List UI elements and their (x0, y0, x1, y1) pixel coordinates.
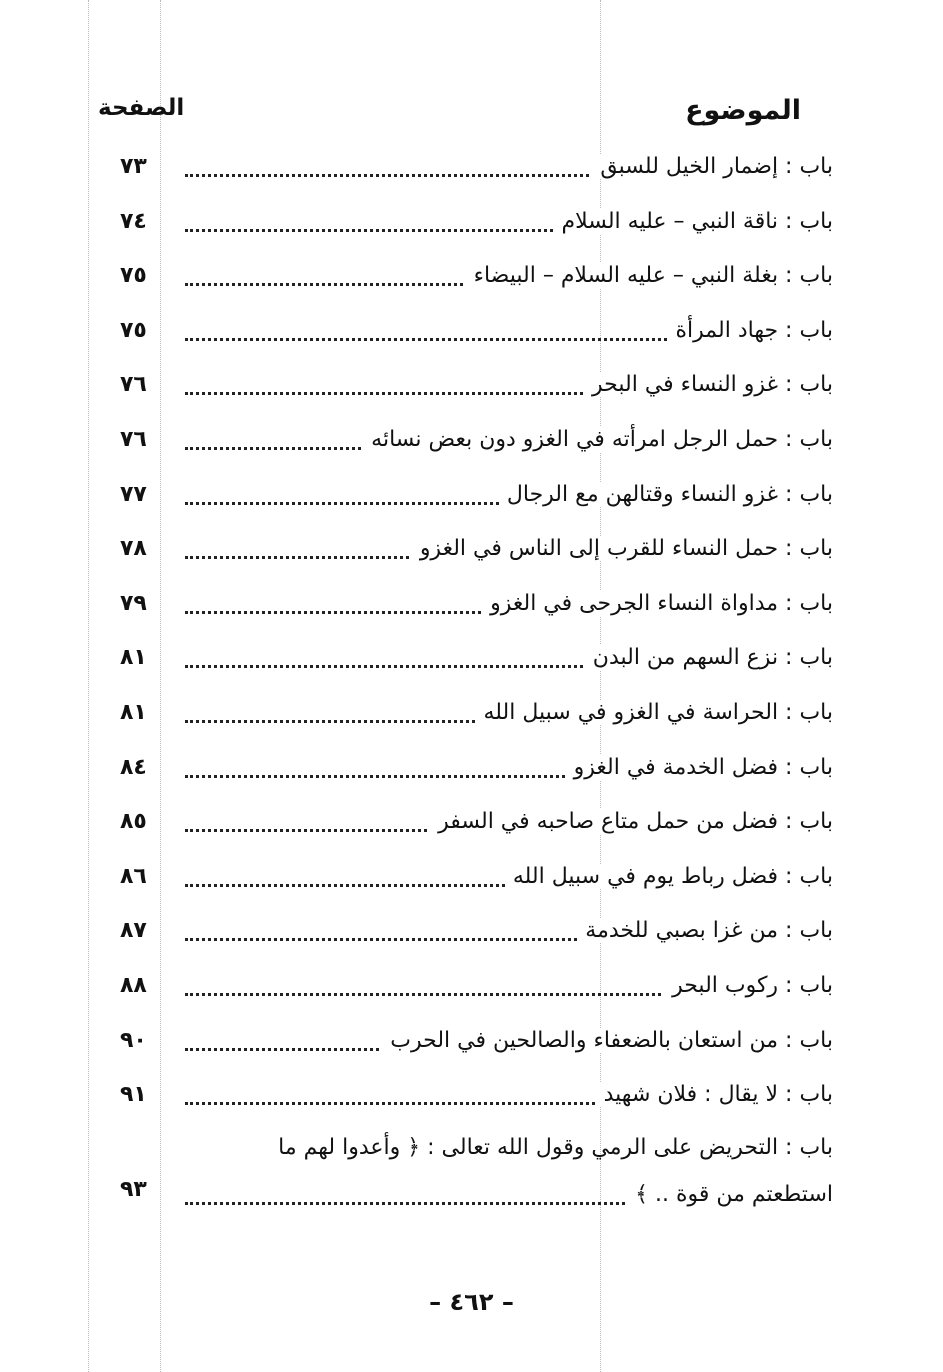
entry-page: ٧٥ (120, 317, 147, 343)
toc-entry (0, 690, 943, 745)
entry-title: باب : مداواة النساء الجرحى في الغزو (482, 591, 833, 616)
entry-title: باب : فضل من حمل متاع صاحبه في السفر (430, 809, 833, 834)
entry-title: باب : الحراسة في الغزو في سبيل الله (475, 700, 833, 725)
entry-page: ٧٣ (120, 154, 147, 179)
toc-entry (0, 581, 943, 636)
entry-title: باب : من استعان بالضعفاء والصالحين في الحرب (382, 1028, 833, 1053)
entry-page: ٧٦ (120, 372, 147, 398)
toc-entries (0, 144, 943, 1237)
toc-entry (0, 745, 943, 800)
entry-page: ٩٠ (120, 1027, 147, 1053)
toc-entry (0, 472, 943, 527)
entry-page: ٧٩ (120, 590, 147, 616)
entry-title: باب : من غزا بصبي للخدمة (577, 918, 833, 943)
entry-title: باب : فضل رباط يوم في سبيل الله (505, 864, 833, 889)
toc-entry (0, 908, 943, 963)
entry-page: ٨١ (120, 699, 147, 725)
entry-title: باب : جهاد المرأة (668, 318, 833, 343)
toc-entry (0, 635, 943, 690)
entry-title: باب : لا يقال : فلان شهيد (596, 1082, 833, 1107)
entry-page: ٨٦ (120, 863, 147, 889)
entry-page: ٧٨ (120, 536, 147, 562)
entry-page: ٧٧ (120, 481, 147, 507)
toc-entry (0, 963, 943, 1018)
entry-page: ٧٦ (120, 426, 147, 452)
entry-title: باب : حمل الرجل امرأته في الغزو دون بعض نسائه (363, 427, 833, 452)
toc-entry (0, 799, 943, 854)
toc-entry (0, 253, 943, 308)
page-number: – ٤٦٢ – (429, 1288, 514, 1316)
entry-page: ٨٤ (120, 754, 147, 780)
toc-entry (0, 308, 943, 363)
entry-title: باب : إضمار الخيل للسبق (592, 154, 833, 179)
entry-page: ٩٣ (120, 1176, 147, 1202)
entry-title: باب : بغلة النبي – عليه السلام – البيضاء (466, 263, 833, 288)
toc-entry (0, 417, 943, 472)
entry-title: باب : فضل الخدمة في الغزو (566, 755, 833, 780)
entry-page: ٩١ (120, 1082, 147, 1108)
page-column-heading: الصفحة (98, 95, 185, 121)
toc-entry (0, 526, 943, 581)
entry-page: ٨١ (120, 645, 147, 671)
entry-title: باب : حمل النساء للقرب إلى الناس في الغزو (412, 536, 833, 561)
entry-title-line2: استطعتم من قوة .. ﴾ (627, 1182, 833, 1207)
entry-page: ٧٥ (120, 263, 147, 289)
toc-entry (0, 1072, 943, 1127)
entry-page: ٨٨ (120, 972, 147, 998)
toc-entry (0, 199, 943, 254)
entry-title: باب : ناقة النبي – عليه السلام (553, 209, 833, 234)
entry-page: ٧٤ (120, 208, 147, 234)
toc-entry (0, 1018, 943, 1073)
entry-title: باب : ركوب البحر (664, 973, 833, 998)
toc-entry (0, 362, 943, 417)
toc-entry-multiline (0, 1127, 943, 1237)
toc-entry (0, 854, 943, 909)
entry-title-line1: باب : التحريض على الرمي وقول الله تعالى : ﴿ وأعدوا لهم ما (278, 1134, 833, 1160)
entry-title: باب : نزع السهم من البدن (585, 645, 833, 670)
entry-title: باب : غزو النساء في البحر (584, 372, 833, 397)
entry-page: ٨٧ (120, 918, 147, 944)
toc-header (0, 95, 943, 135)
topic-column-heading: الموضوع (685, 95, 801, 126)
entry-title: باب : غزو النساء وقتالهن مع الرجال (499, 482, 833, 507)
toc-entry (0, 144, 943, 199)
entry-page: ٨٥ (120, 809, 147, 835)
